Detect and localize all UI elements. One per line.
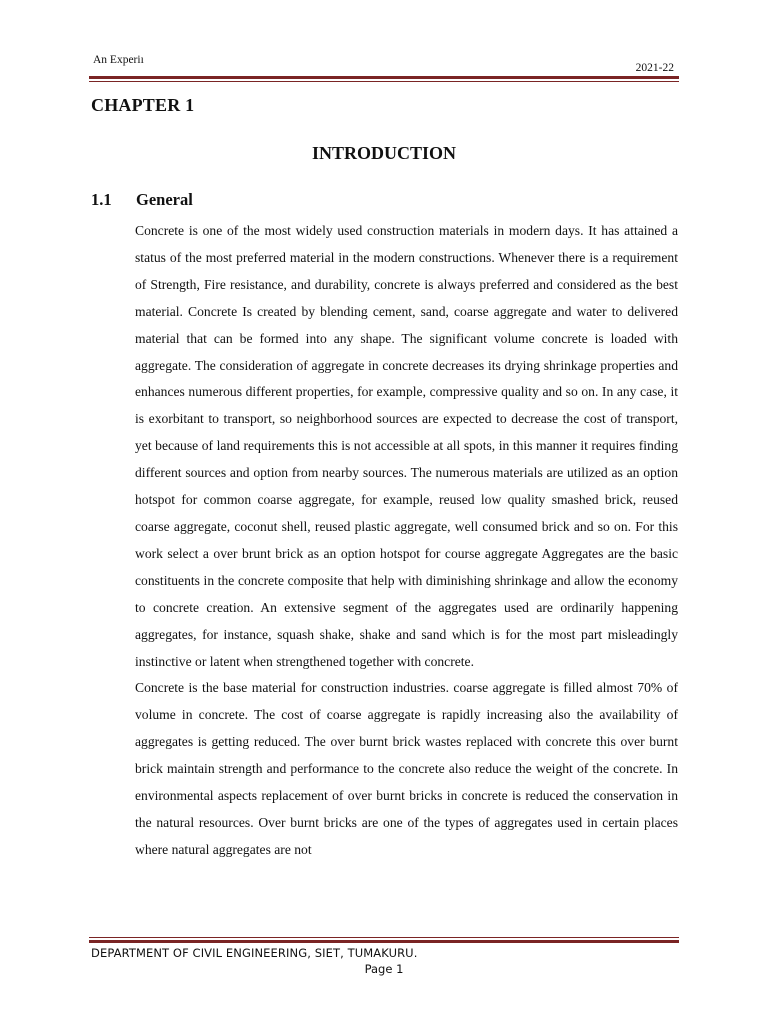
footer-department: DEPARTMENT OF CIVIL ENGINEERING, SIET, TUMAKURU. [91,946,418,960]
footer-rule-thick [89,940,679,943]
footer-rule-thin [89,937,679,938]
paragraph: Concrete is one of the most widely used construction materials in modern days. It has attained a status of the most preferred material in the modern constructions. Whenever there is a requirement of Strength, Fire resistance, and durability, concrete is always preferred and considered as the best material. Concrete Is created by blending cement, sand, coarse aggregate and water to delivered material that can be formed into any shape. The significant volume concrete is loaded with aggregate. The consideration of aggregate in concrete decreases its drying shrinkage properties and enhances numerous different properties, for example, compressive quality and so on. In any case, it is exorbitant to transport, so neighborhood sources are expected to decrease the cost of transport, yet because of land requirements this is not accessible at all spots, in this manner it requires finding different sources and option from nearby sources. The numerous materials are utilized as an option hotspot for common coarse aggregate, for example, reused low quality smashed brick, reused coarse aggregate, coconut shell, reused plastic aggregate, well consumed brick and so on. For this work select a over brunt brick as an option hotspot for course aggregate Aggregates are the basic constituents in the concrete composite that help with diminishing shrinkage and allow the economy to concrete creation. An extensive segment of the aggregates used are ordinarily happening aggregates, for instance, squash shake, shake and sand which is for the most part misleadingly instinctive or latent when strengthened together with concrete. [135,223,678,669]
chapter-title: INTRODUCTION [311,143,457,163]
running-header-title: An Experiı [93,54,144,66]
section-title: General [136,190,193,209]
section-number: 1.1 [91,190,112,209]
header-rule-thin [89,81,679,82]
body-text [135,218,678,864]
header-rule-thick [89,76,679,79]
paragraph: Concrete is the base material for construction industries. coarse aggregate is filled almost 70% of volume in concrete. The cost of coarse aggregate is rapidly increasing also the availability of aggregates is getting reduced. The over burnt brick wastes replaced with concrete this over burnt brick maintain strength and performance to the concrete also reduce the weight of the concrete. In environmental aspects replacement of over burnt bricks in concrete is reduced the conservation in the natural resources. Over burnt bricks are one of the types of aggregates used in certain places where natural aggregates are not [135,680,678,857]
running-header-year: 2021-22 [635,62,674,74]
chapter-label: CHAPTER 1 [91,95,195,115]
page-number: Page 1 [364,962,404,976]
